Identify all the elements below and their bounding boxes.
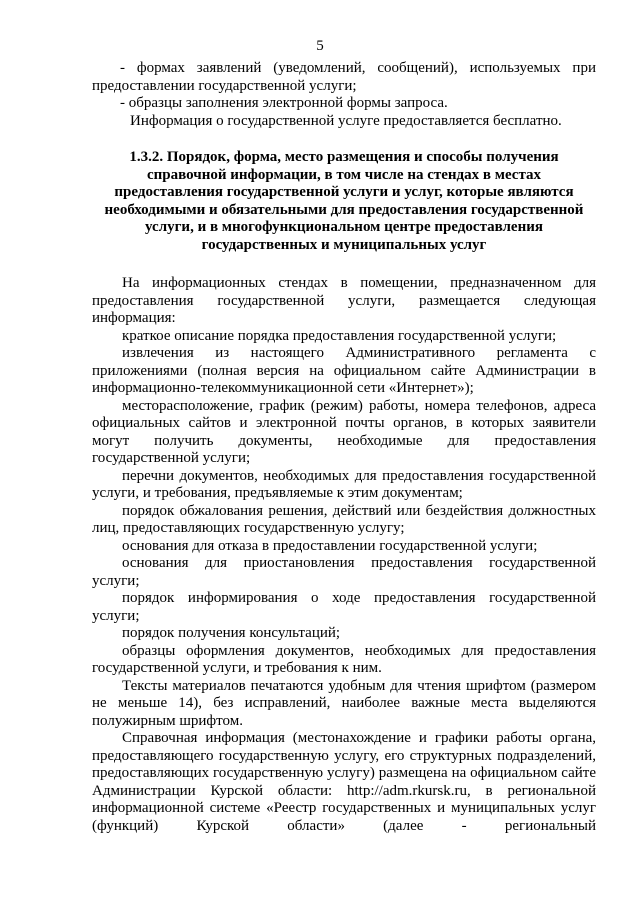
paragraph-font-requirements: Тексты материалов печатаются удобным для чтения шрифтом (размером не меньше 14), без исправлений, наиболее важные места выделяются полужирным шрифтом. — [92, 677, 596, 729]
paragraph-progress-info: порядок информирования о ходе предоставления государственной услуги; — [92, 590, 596, 624]
paragraph-reference-info: Справочная информация (местонахождение и графики работы органа, предоставляющего государственную услугу, его структурных подразделений, предоставляющих государственную услугу) размещена на официальном сайте Администрации Курской области: http://adm.rkursk.ru, в региональной информационной системе «Реестр государственных и муниципальных услуг (функций) Курской области» (далее - региональный — [92, 730, 596, 834]
paragraph-location: месторасположение, график (режим) работы, номера телефонов, адреса официальных сайтов и электронной почты органов, в которых заявители могут получить документы, необходимые для предоставления государственной услуги; — [92, 397, 596, 466]
paragraph-stands: На информационных стендах в помещении, предназначенном для предоставления государственной услуги, размещается следующая информация: — [92, 275, 596, 326]
paragraph-consultations: порядок получения консультаций; — [122, 625, 341, 641]
paragraph-appeal-procedure: порядок обжалования решения, действий или бездействия должностных лиц, предоставляющих государственную услугу; — [92, 502, 596, 536]
paragraph-document-lists: перечни документов, необходимых для предоставления государственной услуги, и требования, предъявляемые к этим документам; — [92, 467, 596, 501]
paragraph-extracts: извлечения из настоящего Административного регламента с приложениями (полная версия на официальном сайте Администрации в информационно-телекоммуникационной сети «Интернет»); — [92, 345, 596, 396]
document-body — [92, 60, 596, 835]
paragraph-short-description: краткое описание порядка предоставления государственной услуги; — [122, 327, 557, 344]
page-number: 5 — [316, 38, 324, 54]
list-item-forms: - формах заявлений (уведомлений, сообщений), используемых при предоставлении государственной услуги; — [92, 60, 596, 94]
free-service-note: Информация о государственной услуге предоставляется бесплатно. — [130, 112, 562, 129]
list-item-samples: - образцы заполнения электронной формы запроса. — [120, 95, 448, 111]
paragraph-suspension-grounds: основания для приостановления предоставления государственной услуги; — [92, 555, 596, 589]
section-heading: 1.3.2. Порядок, форма, место размещения и способы получения справочной информации, в том числе на стендах в местах предоставления государственной услуги и услуг, которые являются необходимыми и обязательными для предоставления государственной услуги, и в многофункциональном центре предоставления государственных и муниципальных услуг — [104, 149, 584, 253]
paragraph-refusal-grounds: основания для отказа в предоставлении государственной услуги; — [122, 537, 538, 554]
paragraph-document-samples: образцы оформления документов, необходимых для предоставления государственной услуги, и требования к ним. — [92, 642, 596, 676]
